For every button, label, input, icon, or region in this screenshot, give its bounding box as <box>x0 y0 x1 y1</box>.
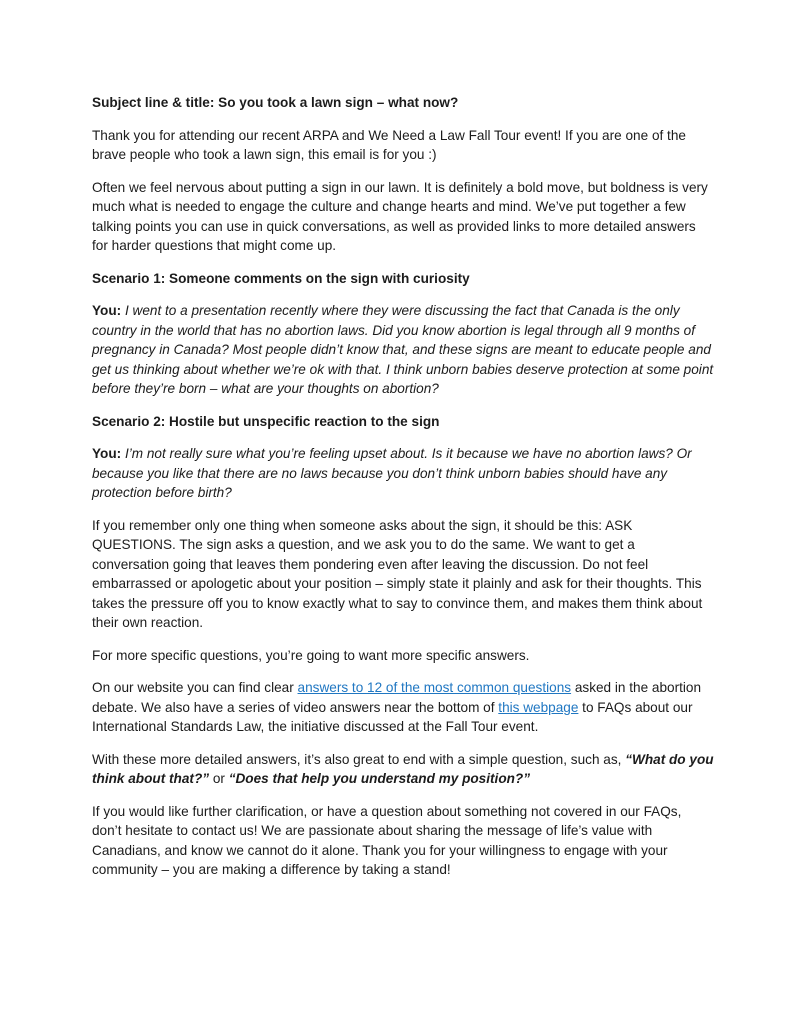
website-text-1: On our website you can find clear <box>92 680 298 695</box>
subject-line-title: Subject line & title: So you took a lawn sign – what now? <box>92 95 459 110</box>
link-common-questions[interactable]: answers to 12 of the most common questions <box>297 680 572 695</box>
paragraph-nervous: Often we feel nervous about putting a sign in our lawn. It is definitely a bold move, but boldness is very much what is needed to engage the culture and change hearts and mind. We’ve put together a few talking points you can use in quick conversations, as well as provided links to more detailed answers for harder questions that might come up. <box>92 179 708 253</box>
paragraph-specific-answers: For more specific questions, you’re going to want more specific answers. <box>92 647 530 663</box>
scenario2-you-label: You: <box>92 446 122 461</box>
paragraph-scenario2-response <box>92 444 714 503</box>
paragraph-closing-question <box>92 750 714 789</box>
document-content <box>92 93 714 880</box>
closing-text-2: or <box>209 771 229 786</box>
website-text-3: to FAQs about our International Standards Law, the initiative discussed at the Fall Tour event. <box>92 699 693 734</box>
paragraph-ask-questions: If you remember only one thing when someone asks about the sign, it should be this: ASK QUESTIONS. The sign asks a question, and we ask you to do the same. We want to get a conversation going that leaves them pondering even after leaving the discussion. Do not feel embarrassed or apologetic about your position – simply state it plainly and ask for their thoughts. This takes the pressure off you to know exactly what to say to convince them, and makes them think about their own reaction. <box>92 517 703 630</box>
website-text-2: asked in the abortion debate. We also have a series of video answers near the bottom of <box>92 680 702 715</box>
closing-quote-2: “Does that help you understand my position?” <box>228 771 531 786</box>
closing-quote-1: “What do you think about that?” <box>92 751 714 786</box>
scenario2-heading: Scenario 2: Hostile but unspecific reaction to the sign <box>92 413 440 429</box>
paragraph-scenario1-response <box>92 301 714 399</box>
scenario2-response-text: I’m not really sure what you’re feeling upset about. Is it because we have no abortion laws? Or because you like that there are no laws because you don’t think unborn babies should have any protection before birth? <box>92 446 692 500</box>
scenario1-you-label: You: <box>92 303 122 318</box>
scenario1-response-text: I went to a presentation recently where they were discussing the fact that Canada is the only country in the world that has no abortion laws. Did you know abortion is legal through all 9 months of pregnancy in Canada? Most people didn’t know that, and these signs are meant to educate people and get us thinking about whether we’re ok with that. I think unborn babies deserve protection at some point before they’re born – what are your thoughts on abortion? <box>92 303 714 396</box>
paragraph-website-links <box>92 678 714 737</box>
link-this-webpage[interactable]: this webpage <box>498 699 579 715</box>
paragraph-outro: If you would like further clarification, or have a question about something not covered in our FAQs, don’t hesitate to contact us! We are passionate about sharing the message of life’s value with Canadians, and know we cannot do it alone. Thank you for your willingness to engage with your community – you are making a difference by taking a stand! <box>92 803 682 877</box>
closing-text-1: With these more detailed answers, it’s also great to end with a simple question, such as, <box>92 751 626 767</box>
paragraph-intro: Thank you for attending our recent ARPA and We Need a Law Fall Tour event! If you are one of the brave people who took a lawn sign, this email is for you :) <box>92 127 686 162</box>
scenario1-heading: Scenario 1: Someone comments on the sign with curiosity <box>92 270 470 286</box>
